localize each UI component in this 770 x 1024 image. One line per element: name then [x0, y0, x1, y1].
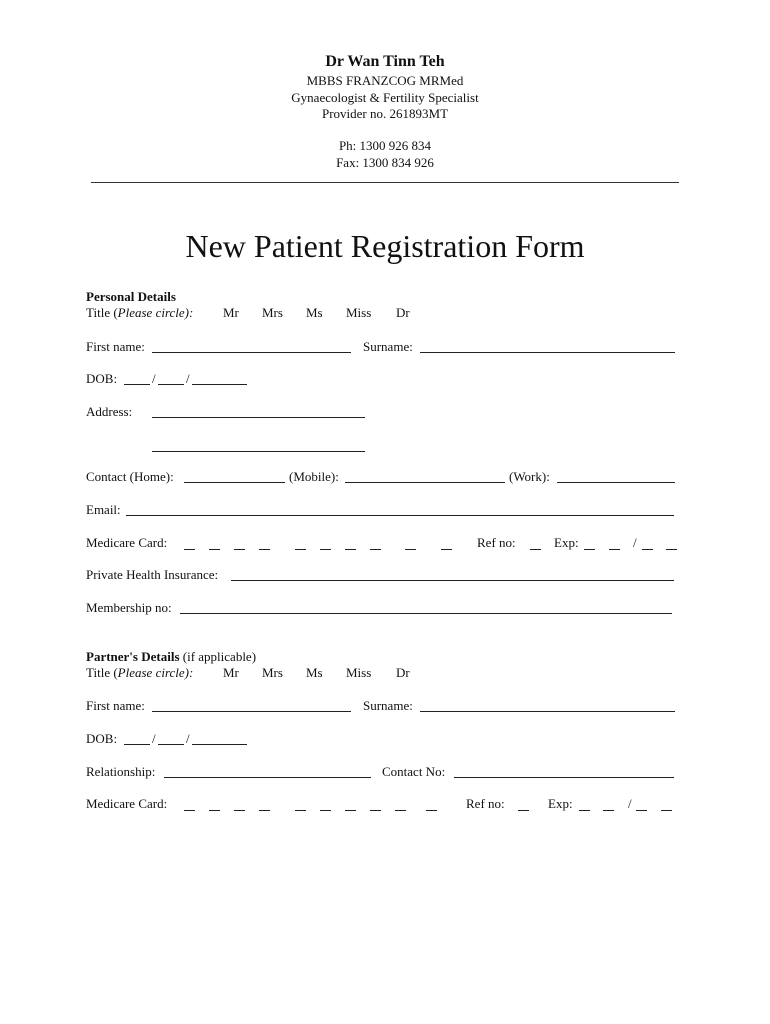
personal-private-health-field[interactable]: [231, 580, 674, 581]
personal-dob-day-field[interactable]: [124, 384, 150, 385]
medicare-digit-field[interactable]: [345, 549, 356, 550]
letterhead-divider: [91, 182, 679, 183]
personal-address-line1-field[interactable]: [152, 417, 365, 418]
medicare-digit-field[interactable]: [395, 810, 406, 811]
partner-dob-month-field[interactable]: [158, 744, 184, 745]
personal-email-field[interactable]: [126, 515, 674, 516]
date-separator: /: [628, 796, 632, 811]
partner-exp-label: Exp:: [548, 796, 573, 811]
personal-title-option-mr[interactable]: Mr: [223, 305, 239, 320]
personal-exp-year-digit-field[interactable]: [642, 549, 653, 550]
partner-title-option-dr[interactable]: Dr: [396, 665, 410, 680]
personal-title-option-mrs[interactable]: Mrs: [262, 305, 283, 320]
form-title: New Patient Registration Form: [185, 228, 585, 264]
personal-first-name-field[interactable]: [152, 352, 351, 353]
doctor-specialty: Gynaecologist & Fertility Specialist: [291, 90, 479, 105]
personal-title-option-dr[interactable]: Dr: [396, 305, 410, 320]
personal-work-field[interactable]: [557, 482, 675, 483]
partner-first-name-field[interactable]: [152, 711, 351, 712]
medicare-digit-field[interactable]: [295, 549, 306, 550]
partner-relationship-label: Relationship:: [86, 764, 156, 779]
personal-contact-home-field[interactable]: [184, 482, 285, 483]
personal-email-label: Email:: [86, 502, 121, 517]
partner-title-option-ms[interactable]: Ms: [306, 665, 323, 680]
partner-title-option-mr[interactable]: Mr: [223, 665, 239, 680]
partner-title-label: Title (Please circle):: [86, 665, 194, 680]
medicare-digit-field[interactable]: [209, 549, 220, 550]
personal-membership-label: Membership no:: [86, 600, 172, 615]
partner-surname-label: Surname:: [363, 698, 413, 713]
medicare-digit-field[interactable]: [370, 549, 381, 550]
medicare-digit-field[interactable]: [259, 549, 270, 550]
medicare-digit-field[interactable]: [184, 810, 195, 811]
date-separator: /: [186, 731, 190, 746]
personal-mobile-field[interactable]: [345, 482, 505, 483]
partner-exp-year-digit-field[interactable]: [661, 810, 672, 811]
partner-relationship-field[interactable]: [164, 777, 371, 778]
date-separator: /: [633, 535, 637, 550]
medicare-digit-field[interactable]: [441, 549, 452, 550]
medicare-digit-field[interactable]: [234, 810, 245, 811]
personal-first-name-label: First name:: [86, 339, 145, 354]
personal-exp-month-digit-field[interactable]: [584, 549, 595, 550]
date-separator: /: [152, 731, 156, 746]
phone-number: Ph: 1300 926 834: [338, 138, 432, 153]
partner-exp-year-digit-field[interactable]: [636, 810, 647, 811]
partner-title-option-miss[interactable]: Miss: [346, 665, 372, 680]
personal-work-label: (Work):: [509, 469, 550, 484]
personal-membership-field[interactable]: [180, 613, 672, 614]
personal-exp-month-digit-field[interactable]: [609, 549, 620, 550]
doctor-name: Dr Wan Tinn Teh: [325, 53, 445, 70]
partner-medicare-label: Medicare Card:: [86, 796, 168, 811]
personal-dob-label: DOB:: [86, 371, 118, 386]
personal-dob-year-field[interactable]: [192, 384, 247, 385]
personal-private-health-label: Private Health Insurance:: [86, 567, 219, 582]
partner-details-heading: Partner's Details (if applicable): [86, 649, 257, 664]
partner-first-name-label: First name:: [86, 698, 145, 713]
personal-address-line2-field[interactable]: [152, 451, 365, 452]
personal-exp-year-digit-field[interactable]: [666, 549, 677, 550]
medicare-digit-field[interactable]: [426, 810, 437, 811]
partner-exp-month-digit-field[interactable]: [603, 810, 614, 811]
partner-dob-day-field[interactable]: [124, 744, 150, 745]
personal-surname-field[interactable]: [420, 352, 675, 353]
partner-surname-field[interactable]: [420, 711, 675, 712]
medicare-digit-field[interactable]: [295, 810, 306, 811]
date-separator: /: [186, 371, 190, 386]
partner-exp-month-digit-field[interactable]: [579, 810, 590, 811]
partner-dob-label: DOB:: [86, 731, 118, 746]
provider-number: Provider no. 261893MT: [321, 106, 449, 121]
personal-ref-no-field[interactable]: [530, 549, 541, 550]
personal-title-option-miss[interactable]: Miss: [346, 305, 372, 320]
personal-title-option-ms[interactable]: Ms: [306, 305, 323, 320]
medicare-digit-field[interactable]: [405, 549, 416, 550]
fax-number: Fax: 1300 834 926: [336, 155, 434, 170]
personal-title-label: Title (Please circle):: [86, 305, 194, 320]
partner-dob-year-field[interactable]: [192, 744, 247, 745]
medicare-digit-field[interactable]: [209, 810, 220, 811]
personal-medicare-label: Medicare Card:: [86, 535, 168, 550]
medicare-digit-field[interactable]: [184, 549, 195, 550]
partner-contact-no-label: Contact No:: [382, 764, 446, 779]
personal-dob-month-field[interactable]: [158, 384, 184, 385]
personal-contact-home-label: Contact (Home):: [86, 469, 174, 484]
doctor-qualifications: MBBS FRANZCOG MRMed: [306, 73, 464, 88]
personal-surname-label: Surname:: [363, 339, 413, 354]
medicare-digit-field[interactable]: [259, 810, 270, 811]
partner-ref-no-label: Ref no:: [466, 796, 505, 811]
medicare-digit-field[interactable]: [234, 549, 245, 550]
date-separator: /: [152, 371, 156, 386]
medicare-digit-field[interactable]: [370, 810, 381, 811]
medicare-digit-field[interactable]: [345, 810, 356, 811]
personal-ref-no-label: Ref no:: [477, 535, 516, 550]
partner-title-option-mrs[interactable]: Mrs: [262, 665, 283, 680]
partner-ref-no-field[interactable]: [518, 810, 529, 811]
personal-address-label: Address:: [86, 404, 133, 419]
personal-details-heading: Personal Details: [86, 289, 176, 304]
medicare-digit-field[interactable]: [320, 810, 331, 811]
partner-contact-no-field[interactable]: [454, 777, 674, 778]
personal-mobile-label: (Mobile):: [289, 469, 339, 484]
medicare-digit-field[interactable]: [320, 549, 331, 550]
personal-exp-label: Exp:: [554, 535, 579, 550]
